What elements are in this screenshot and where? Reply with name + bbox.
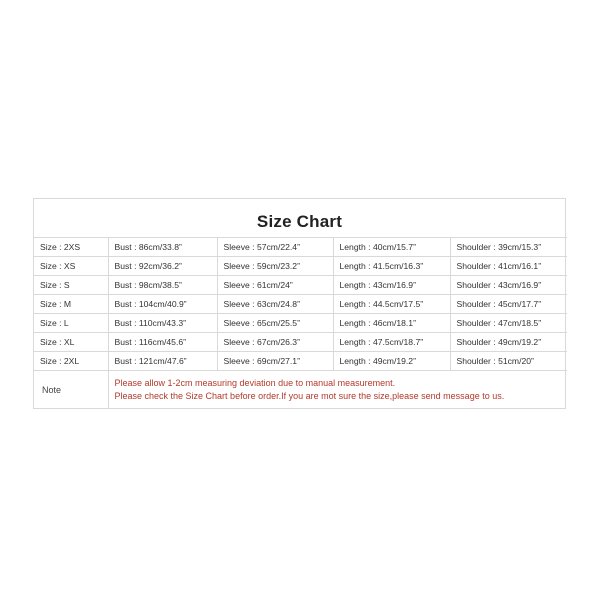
length-cell: Length : 41.5cm/16.3” (333, 257, 450, 276)
table-row (34, 238, 567, 257)
sleeve-cell: Sleeve : 69cm/27.1” (217, 352, 333, 371)
size-cell: Size : S (34, 276, 108, 295)
shoulder-cell: Shoulder : 47cm/18.5” (450, 314, 567, 333)
shoulder-cell: Shoulder : 43cm/16.9” (450, 276, 567, 295)
bust-cell: Bust : 92cm/36.2” (108, 257, 217, 276)
shoulder-cell: Shoulder : 45cm/17.7” (450, 295, 567, 314)
note-section (34, 371, 567, 409)
length-cell: Length : 44.5cm/17.5” (333, 295, 450, 314)
size-cell: Size : L (34, 314, 108, 333)
bust-cell: Bust : 104cm/40.9” (108, 295, 217, 314)
sleeve-cell: Sleeve : 65cm/25.5” (217, 314, 333, 333)
sleeve-cell: Sleeve : 61cm/24” (217, 276, 333, 295)
bust-cell: Bust : 116cm/45.6” (108, 333, 217, 352)
bust-cell: Bust : 86cm/33.8” (108, 238, 217, 257)
length-cell: Length : 40cm/15.7” (333, 238, 450, 257)
shoulder-cell: Shoulder : 49cm/19.2” (450, 333, 567, 352)
sleeve-cell: Sleeve : 63cm/24.8” (217, 295, 333, 314)
note-text (108, 371, 567, 409)
table-row (34, 257, 567, 276)
size-cell: Size : XS (34, 257, 108, 276)
table-row (34, 295, 567, 314)
note-row (34, 371, 567, 409)
shoulder-cell: Shoulder : 51cm/20” (450, 352, 567, 371)
shoulder-cell: Shoulder : 41cm/16.1” (450, 257, 567, 276)
size-cell: Size : M (34, 295, 108, 314)
bust-cell: Bust : 110cm/43.3” (108, 314, 217, 333)
size-cell: Size : XL (34, 333, 108, 352)
length-cell: Length : 43cm/16.9” (333, 276, 450, 295)
note-line-2: Please check the Size Chart before order.If you are mot sure the size,please send message to us. (114, 390, 505, 401)
chart-title: Size Chart (256, 212, 343, 231)
bust-cell: Bust : 98cm/38.5” (108, 276, 217, 295)
note-label: Note (34, 371, 108, 409)
sleeve-cell: Sleeve : 57cm/22.4” (217, 238, 333, 257)
size-cell: Size : 2XS (34, 238, 108, 257)
sleeve-cell: Sleeve : 67cm/26.3” (217, 333, 333, 352)
table-row (34, 352, 567, 371)
size-table (34, 237, 567, 408)
table-row (34, 333, 567, 352)
table-row (34, 314, 567, 333)
length-cell: Length : 46cm/18.1” (333, 314, 450, 333)
length-cell: Length : 47.5cm/18.7” (333, 333, 450, 352)
size-table-body (34, 238, 567, 371)
note-line-1: Please allow 1-2cm measuring deviation due to manual measurement. (114, 377, 396, 388)
size-chart (33, 198, 566, 409)
table-row (34, 276, 567, 295)
length-cell: Length : 49cm/19.2” (333, 352, 450, 371)
bust-cell: Bust : 121cm/47.6” (108, 352, 217, 371)
shoulder-cell: Shoulder : 39cm/15.3” (450, 238, 567, 257)
sleeve-cell: Sleeve : 59cm/23.2” (217, 257, 333, 276)
size-cell: Size : 2XL (34, 352, 108, 371)
